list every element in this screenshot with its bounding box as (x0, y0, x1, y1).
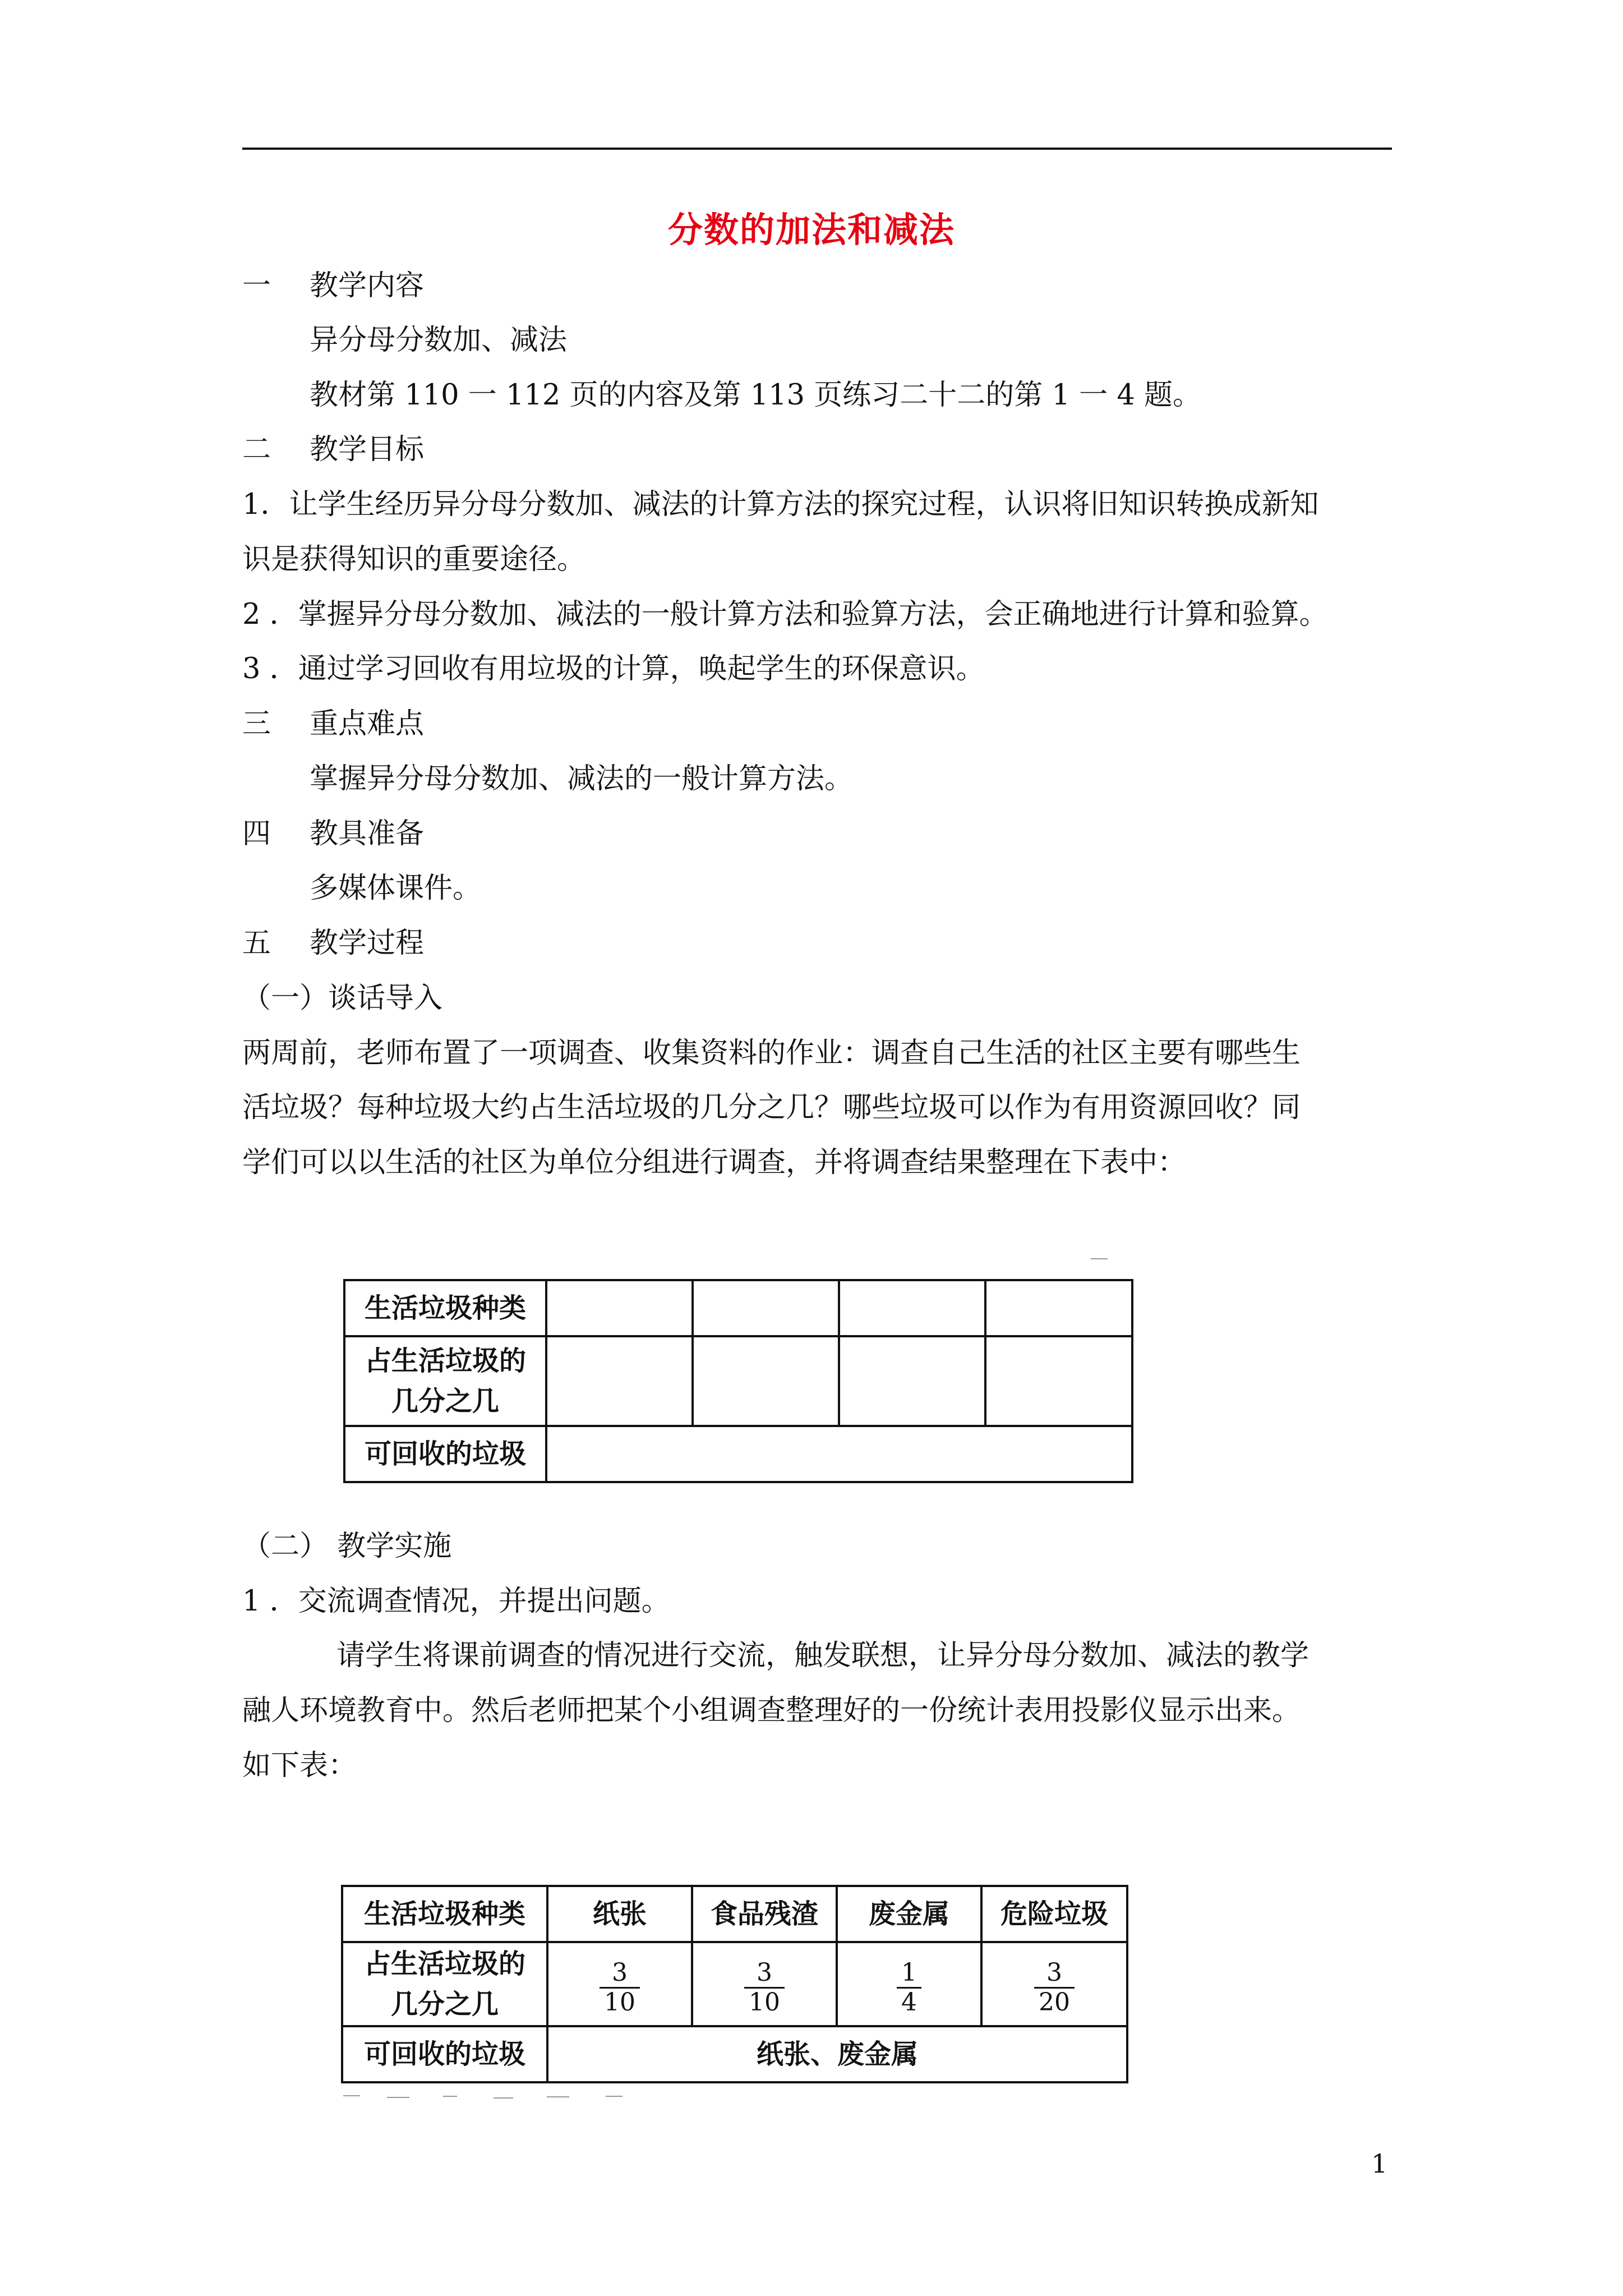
table1-row2-label-b: 几分之几 (391, 1386, 499, 1417)
table1-cell (546, 1336, 693, 1426)
table1-cell (839, 1280, 985, 1336)
scan-speck (1091, 1258, 1108, 1259)
fraction-denominator: 20 (1034, 1987, 1075, 2017)
scan-speck (606, 2096, 623, 2097)
subsection-2-heading: （二） 教学实施 (242, 1530, 452, 1563)
table1-row1-label: 生活垃圾种类 (344, 1280, 546, 1336)
scan-speck (547, 2096, 569, 2097)
paragraph-1-line-b: 活垃圾？每种垃圾大约占生活垃圾的几分之几？哪些垃圾可以作为有用资源回收？同 (242, 1091, 1301, 1124)
paragraph-2-line-b: 融人环境教育中。然后老师把某个小组调查整理好的一份统计表用投影仪显示出来。 (242, 1694, 1301, 1727)
table2-row1-label: 生活垃圾种类 (342, 1886, 547, 1942)
table2-fraction-cell (837, 1942, 981, 2026)
table1-recyclable-cell (546, 1426, 1132, 1482)
table1-row3-label: 可回收的垃圾 (344, 1426, 546, 1482)
table1-cell (693, 1336, 839, 1426)
fraction-numerator: 3 (1046, 1958, 1062, 1987)
table2-row2-label-a: 占生活垃圾的 (363, 1948, 525, 1980)
section-3-label: 重点难点 (310, 707, 425, 740)
table2-fraction-cell (547, 1942, 692, 2026)
survey-table-filled (341, 1885, 1128, 2083)
fraction (897, 1959, 921, 2017)
table2-category: 纸张 (547, 1886, 692, 1942)
page-number: 1 (1371, 2148, 1388, 2179)
table2-row2-label-b: 几分之几 (390, 1989, 499, 2020)
fraction-denominator: 10 (600, 1987, 640, 2017)
table1-cell (985, 1280, 1132, 1336)
fraction-denominator: 4 (897, 1987, 921, 2017)
table1-cell (546, 1280, 693, 1336)
table2-fraction-cell (692, 1942, 837, 2026)
fraction-denominator: 10 (744, 1987, 785, 2017)
goal-1-line-a: 1．让学生经历异分母分数加、减法的计算方法的探究过程，认识将旧知识转换成新知 (242, 488, 1319, 521)
table2-row2-label (342, 1942, 547, 2026)
table2-fraction-cell (981, 1942, 1127, 2026)
scan-speck (494, 2097, 513, 2099)
section-4-number: 四 (242, 817, 271, 850)
scan-speck (343, 2095, 360, 2096)
paragraph-2-line-c: 如下表： (242, 1749, 357, 1782)
scan-speck (443, 2096, 457, 2097)
table2-category: 危险垃圾 (981, 1886, 1127, 1942)
section-5-label: 教学过程 (310, 927, 425, 960)
table2-category: 食品残渣 (692, 1886, 837, 1942)
fraction (744, 1959, 785, 2017)
subsection-1-heading: （一）谈话导入 (242, 982, 443, 1015)
section-5-number: 五 (242, 927, 271, 960)
section-3-number: 三 (242, 707, 271, 740)
survey-table-blank (343, 1279, 1133, 1483)
header-rule (242, 148, 1392, 150)
key-point-line: 掌握异分母分数加、减法的一般计算方法。 (310, 762, 854, 795)
section-4-heading (242, 816, 424, 852)
goal-3: 3 ．通过学习回收有用垃圾的计算，唤起学生的环保意识。 (242, 652, 985, 685)
goal-2: 2 ．掌握异分母分数加、减法的一般计算方法和验算方法，会正确地进行计算和验算。 (242, 598, 1328, 631)
section-3-heading (242, 706, 424, 742)
paragraph-1-line-c: 学们可以以生活的社区为单位分组进行调查，并将调查结果整理在下表中： (242, 1146, 1187, 1179)
section-5-heading (242, 926, 424, 961)
section-1-heading (242, 268, 424, 304)
section-2-label: 教学目标 (310, 433, 425, 466)
fraction-numerator: 3 (612, 1958, 628, 1987)
scan-speck (387, 2097, 409, 2098)
section-1-label: 教学内容 (310, 269, 425, 302)
section-2-heading (242, 432, 424, 468)
fraction (600, 1959, 640, 2017)
content-line-2: 教材第 110 一 112 页的内容及第 113 页练习二十二的第 1 一 4 题。 (310, 379, 1202, 412)
table2-row3-label: 可回收的垃圾 (342, 2026, 547, 2082)
table1-cell (985, 1336, 1132, 1426)
paragraph-1-line-a: 两周前，老师布置了一项调查、收集资料的作业：调查自己生活的社区主要有哪些生 (242, 1037, 1301, 1070)
fraction (1034, 1959, 1075, 2017)
table1-row2-label (344, 1336, 546, 1426)
goal-1-line-b: 识是获得知识的重要途径。 (242, 543, 586, 576)
paragraph-2-line-a: 请学生将课前调查的情况进行交流，触发联想，让异分母分数加、减法的教学 (336, 1639, 1310, 1672)
step-1-heading: 1 ．交流调查情况，并提出问题。 (242, 1585, 670, 1618)
fraction-numerator: 3 (757, 1958, 772, 1987)
fraction-numerator: 1 (901, 1958, 917, 1987)
document-title: 分数的加法和减法 (667, 209, 955, 250)
table1-cell (693, 1280, 839, 1336)
table2-recyclable-value: 纸张、废金属 (547, 2026, 1127, 2082)
table1-row2-label-a: 占生活垃圾的 (364, 1345, 526, 1377)
teaching-aid-line: 多媒体课件。 (310, 872, 482, 905)
content-line-1: 异分母分数加、减法 (310, 324, 568, 357)
table2-category: 废金属 (837, 1886, 981, 1942)
table1-cell (839, 1336, 985, 1426)
section-1-number: 一 (242, 269, 271, 302)
section-2-number: 二 (242, 433, 271, 466)
section-4-label: 教具准备 (310, 817, 425, 850)
